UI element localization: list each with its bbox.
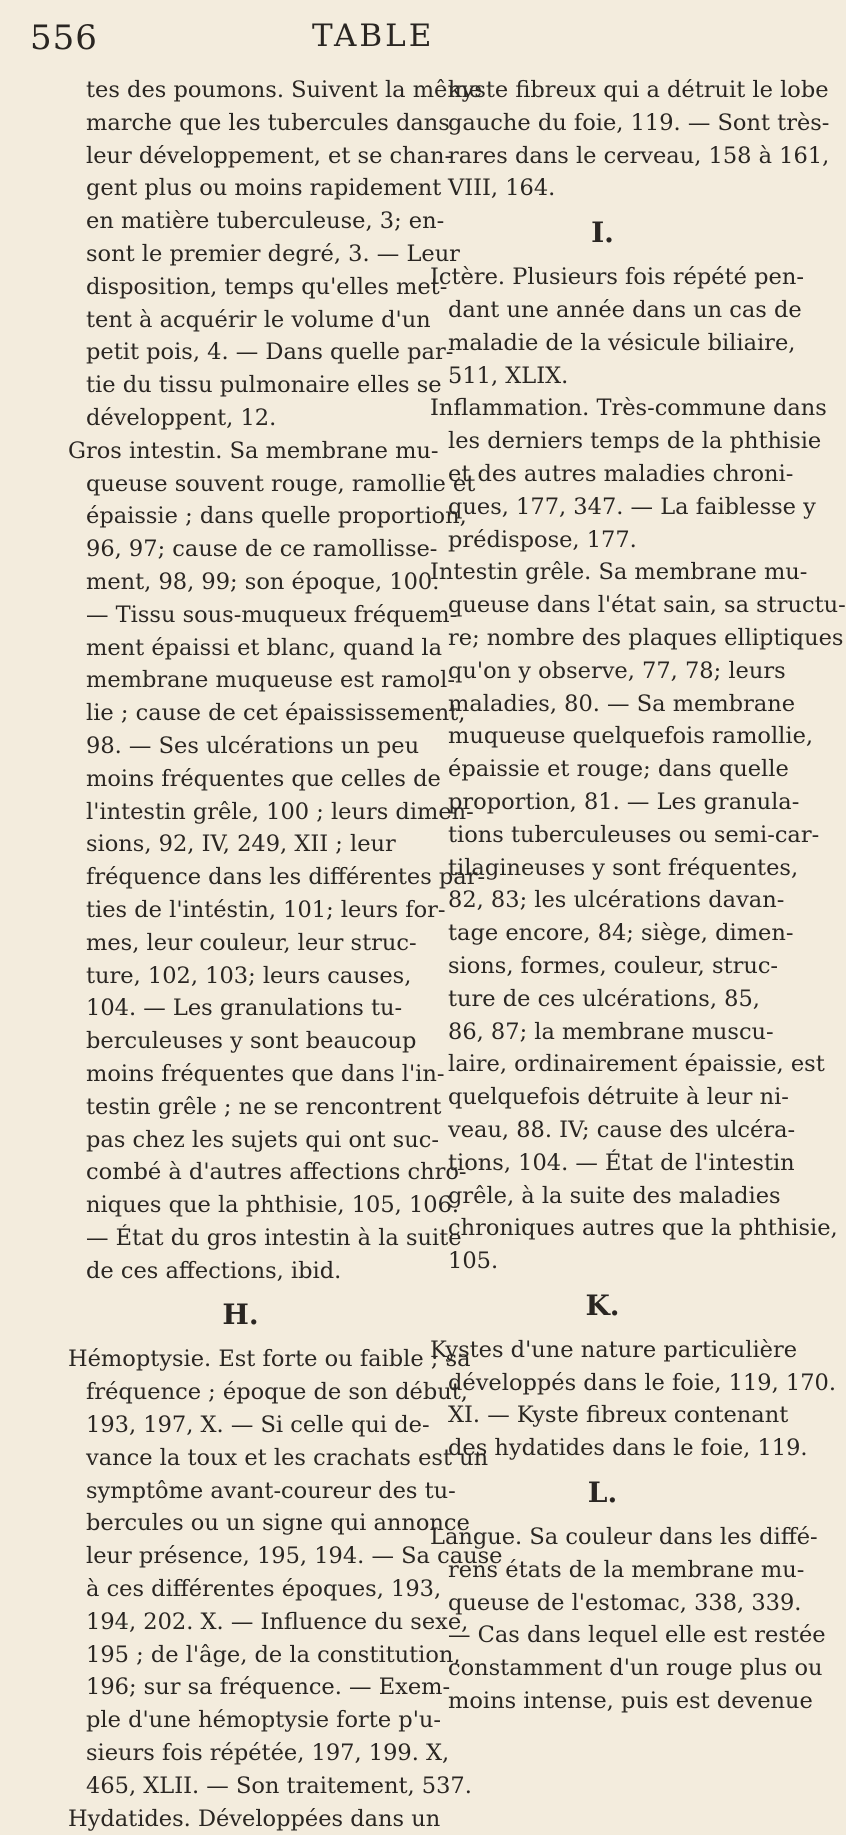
text-line: quelquefois détruite à leur ni- [448,1084,789,1111]
text-line: des hydatides dans le foie, 119. [448,1435,808,1462]
text-line: tent à acquérir le volume d'un [86,306,431,333]
text-line: — Cas dans lequel elle est restée [448,1622,826,1649]
text-line: leur développement, et se chan- [86,142,453,169]
text-line: sont le premier degré, 3. — Leur [86,240,460,267]
section-letter-i: I. [591,216,614,250]
text-line: 96, 97; cause de ce ramollisse- [86,536,438,563]
text-line: Intestin grêle. Sa membrane mu- [430,559,808,586]
text-line: laire, ordinairement épaissie, est [448,1051,825,1078]
text-line: tions, 104. — État de l'intestin [448,1149,795,1176]
text-line: 193, 197, X. — Si celle qui de- [86,1412,430,1439]
text-line: pas chez les sujets qui ont suc- [86,1126,439,1153]
text-line: chroniques autres que la phthisie, [448,1215,838,1242]
text-line: 511, XLIX. [448,362,569,389]
text-line: ques, 177, 347. — La faiblesse y [448,493,816,520]
text-line: tage encore, 84; siège, dimen- [448,920,794,947]
right-column-entries-a [430,74,830,205]
text-line: Kystes d'une nature particulière [430,1336,798,1363]
text-line: re; nombre des plaques elliptiques [448,624,844,651]
text-line: XI. — Kyste fibreux contenant [448,1402,789,1429]
text-line: mes, leur couleur, leur struc- [86,929,417,956]
text-line: Langue. Sa couleur dans les diffé- [430,1524,818,1551]
text-line: muqueuse quelquefois ramollie, [448,723,814,750]
text-line: Ictère. Plusieurs fois répété pen- [430,264,804,291]
text-line: VIII, 164. [448,175,556,202]
text-line: l'intestin grêle, 100 ; leurs dimen- [86,798,474,825]
text-line: ture de ces ulcérations, 85, [448,985,760,1012]
text-line: leur présence, 195, 194. — Sa cause [86,1543,503,1570]
text-line: tions tuberculeuses ou semi-car- [448,821,820,848]
text-line: tes des poumons. Suivent la même [86,77,483,103]
text-line: ment épaissi et blanc, quand la [86,634,442,661]
text-line: grêle, à la suite des maladies [448,1182,781,1209]
text-line: gent plus ou moins rapidement [86,175,442,202]
left-column-entries-a [68,74,486,1287]
text-line: — État du gros intestin à la suite [86,1224,462,1251]
text-line: fréquence dans les différentes par- [86,864,486,891]
section-letter-h: H. [222,1298,259,1332]
text-line: épaissie ; dans quelle proportion, [86,503,467,530]
text-line: les derniers temps de la phthisie [448,428,822,455]
text-line: maladie de la vésicule biliaire, [448,329,796,356]
text-line: en matière tuberculeuse, 3; en- [86,208,445,235]
text-line: testin grêle ; ne se rencontrent [86,1093,442,1120]
right-column-entries-b [430,261,846,1278]
text-line: sieurs fois répétée, 197, 199. X, [86,1740,450,1767]
text-line: vance la toux et les crachats est un [86,1444,489,1471]
text-line: qu'on y observe, 77, 78; leurs [448,657,786,684]
text-line: niques que la phthisie, 105, 106. [86,1192,460,1219]
text-line: dant une année dans un cas de [448,296,802,323]
text-line: 195 ; de l'âge, de la constitution, [86,1641,461,1668]
text-line: à ces différentes époques, 193, [86,1576,442,1603]
text-line: 104. — Les granulations tu- [86,995,403,1022]
text-line: — Tissu sous-muqueux fréquem- [86,601,458,628]
text-line: 86, 87; la membrane muscu- [448,1018,774,1045]
text-line: développés dans le foie, 119, 170. [448,1369,837,1396]
text-line: ture, 102, 103; leurs causes, [86,962,412,989]
text-line: bercules ou un signe qui annonce [86,1510,470,1537]
text-line: combé à d'autres affections chro- [86,1159,467,1186]
text-line: sions, 92, IV, 249, XII ; leur [86,831,396,858]
text-line: tie du tissu pulmonaire elles se [86,372,442,399]
text-line: marche que les tubercules dans [86,109,450,136]
text-line: Inflammation. Très-commune dans [430,395,827,422]
text-line: développent, 12. [86,404,277,431]
left-column-entries-b [68,1343,503,1835]
text-line: Gros intestin. Sa membrane mu- [68,437,439,464]
section-letter-l: L. [587,1476,618,1510]
right-column-entries-d [430,1521,826,1718]
text-line: de ces affections, ibid. [86,1257,342,1284]
text-line: et des autres maladies chroni- [448,460,794,487]
text-line: ple d'une hémoptysie forte p'u- [86,1707,441,1734]
text-line: kyste fibreux qui a détruit le lobe [448,77,829,103]
text-line: ment, 98, 99; son époque, 100. [86,568,440,595]
text-line: petit pois, 4. — Dans quelle par- [86,339,454,366]
text-line: constamment d'un rouge plus ou [448,1655,823,1682]
page-number: 556 [30,18,98,58]
text-line: ties de l'intéstin, 101; leurs for- [86,896,446,923]
text-line: gauche du foie, 119. — Sont très- [448,109,830,136]
text-line: sions, formes, couleur, struc- [448,952,779,979]
running-head: TABLE [312,18,435,54]
text-line: queuse souvent rouge, ramollie et [86,470,476,497]
text-line: 194, 202. X. — Influence du sexe, [86,1608,469,1635]
text-line: prédispose, 177. [448,526,637,553]
text-line: tilagineuses y sont fréquentes, [448,854,799,881]
text-line: berculeuses y sont beaucoup [86,1028,417,1055]
right-column [430,74,846,1718]
text-line: symptôme avant-coureur des tu- [86,1477,456,1504]
text-line: membrane muqueuse est ramol- [86,667,455,694]
text-line: veau, 88. IV; cause des ulcéra- [448,1116,796,1143]
text-line: queuse dans l'état sain, sa structu- [448,592,846,619]
section-letter-k: K. [585,1288,620,1322]
text-line: disposition, temps qu'elles met- [86,273,448,300]
text-line: proportion, 81. — Les granula- [448,788,800,815]
text-line: épaissie et rouge; dans quelle [448,756,789,783]
text-line: moins fréquentes que celles de [86,765,441,792]
text-line: Hémoptysie. Est forte ou faible ; sa [68,1346,471,1373]
text-line: 196; sur sa fréquence. — Exem- [86,1674,451,1701]
text-line: rares dans le cerveau, 158 à 161, [448,142,830,169]
text-line: moins intense, puis est devenue [448,1688,813,1715]
text-line: moins fréquentes que dans l'in- [86,1060,445,1087]
text-line: Hydatides. Développées dans un [68,1805,441,1832]
text-line: 105. [448,1248,499,1275]
text-line: 98. — Ses ulcérations un peu [86,732,420,759]
text-line: fréquence ; époque de son début, [86,1379,468,1406]
text-line: 82, 83; les ulcérations davan- [448,887,785,914]
text-line: maladies, 80. — Sa membrane [448,690,796,717]
right-column-entries-c [430,1334,837,1465]
text-line: rens états de la membrane mu- [448,1556,805,1583]
text-line: lie ; cause de cet épaississement, [86,700,466,727]
text-line: queuse de l'estomac, 338, 339. [448,1589,802,1616]
text-line: 465, XLII. — Son traitement, 537. [86,1772,472,1799]
